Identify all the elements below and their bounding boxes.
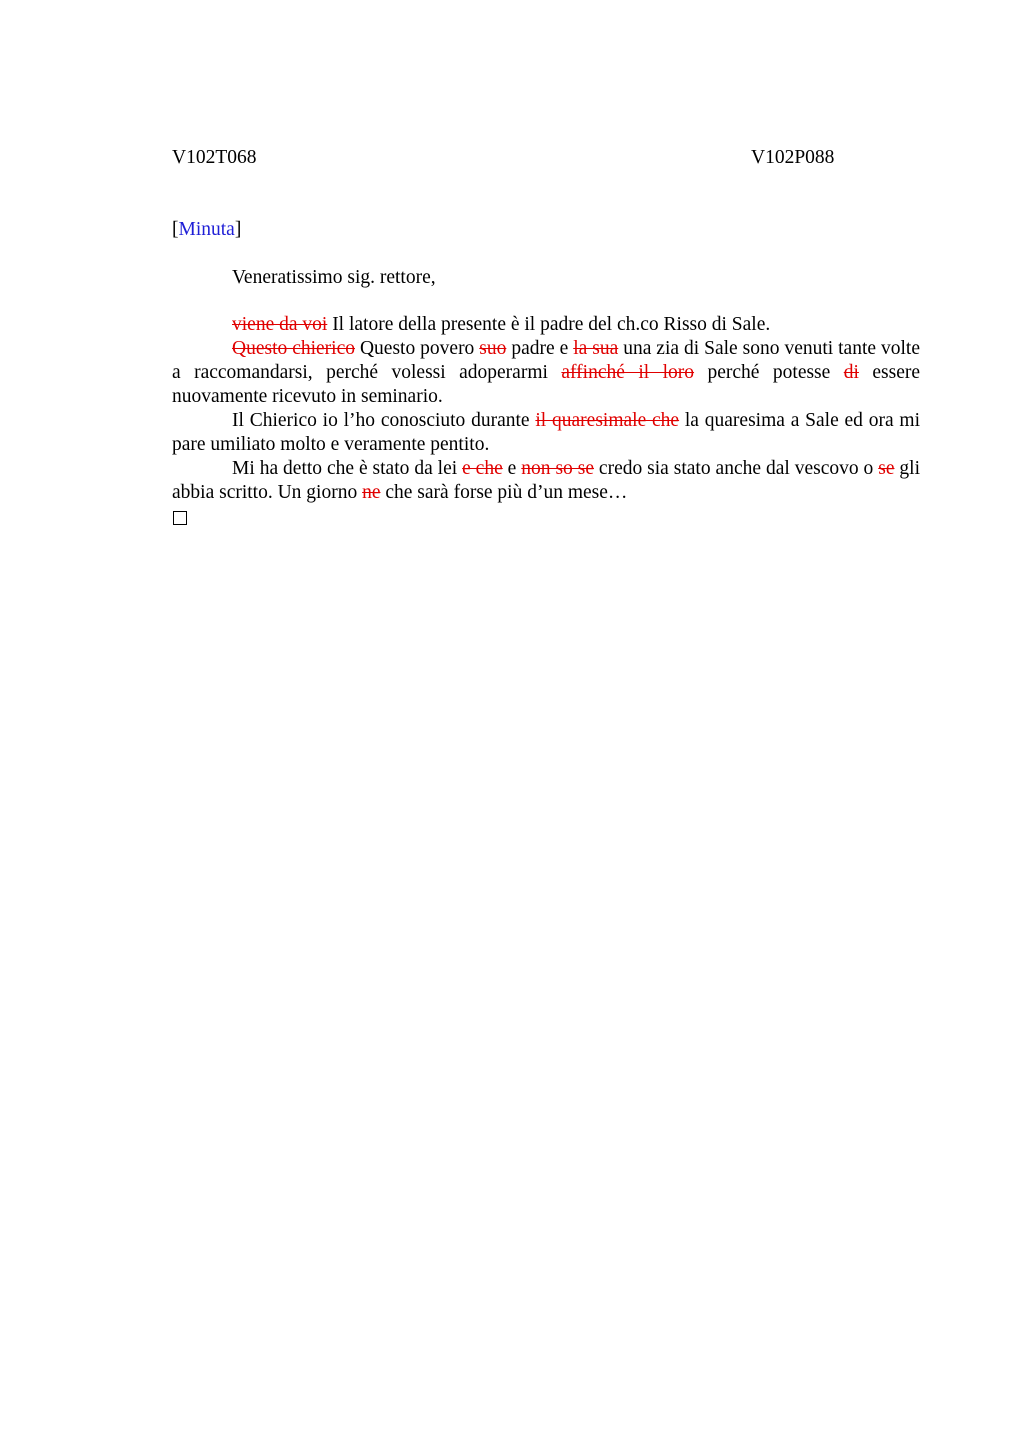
text-segment: Il Chierico io l’ho conosciuto durante — [232, 410, 536, 431]
text-segment: una zia di Sale sono venuti tante volte a raccomandarsi, perché volessi adoperarmi — [172, 338, 920, 383]
document-header — [172, 146, 920, 170]
text-segment: gli abbia scritto. Un giorno — [172, 458, 921, 503]
deleted-text: di — [843, 362, 859, 383]
text-segment: padre e — [506, 338, 574, 359]
salutation: Veneratissimo sig. rettore, — [232, 267, 436, 288]
text-segment: credo sia stato anche dal vescovo o — [594, 458, 879, 479]
deleted-text: il quaresimale che — [535, 410, 680, 431]
text-segment: e — [502, 458, 522, 479]
label-open-bracket: [ — [172, 219, 179, 240]
deleted-text: suo — [479, 338, 507, 359]
deleted-text: se — [878, 458, 895, 479]
paragraph — [172, 313, 920, 337]
deleted-text: la sua — [573, 338, 619, 359]
deleted-text: non so se — [521, 458, 594, 479]
paragraph — [172, 457, 920, 505]
deleted-text: affinché il loro — [561, 362, 695, 383]
document-code-right: V102P088 — [751, 147, 835, 168]
paragraph — [172, 409, 920, 457]
document-page — [172, 146, 920, 525]
text-segment: Mi ha detto che è stato da lei — [232, 458, 463, 479]
text-segment: essere nuovamente ricevuto in seminario. — [172, 362, 921, 407]
deleted-text: ne — [362, 482, 381, 503]
text-segment: la quaresima a Sale ed ora mi pare umiliato molto e veramente pentito. — [172, 410, 921, 455]
letter-body — [172, 313, 920, 505]
text-segment: perché potesse — [694, 362, 844, 383]
document-code-left: V102T068 — [172, 147, 257, 168]
square-outline-icon — [173, 511, 187, 525]
deleted-text: viene da voi — [232, 314, 328, 335]
deleted-text: Questo chierico — [232, 338, 355, 359]
text-segment: Questo povero — [355, 338, 480, 359]
label-close-bracket: ] — [234, 219, 242, 240]
text-segment: che sarà forse più d’un mese… — [380, 482, 628, 503]
label-text-minuta: Minuta — [178, 219, 235, 240]
paragraph — [172, 337, 920, 409]
document-type-label — [172, 218, 920, 242]
text-segment: Il latore della presente è il padre del ch.co Risso di Sale. — [327, 314, 771, 335]
deleted-text: e che — [462, 458, 503, 479]
